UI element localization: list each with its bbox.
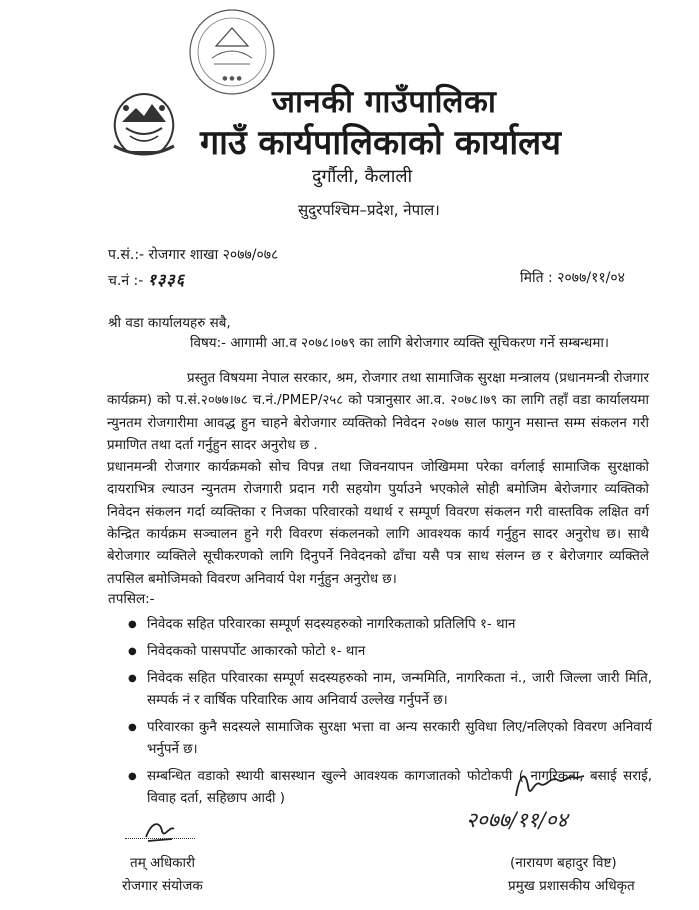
right-signature-scribble [510,766,590,810]
list-item: ● सम्बन्धित वडाको स्थायी बासस्थान खुल्ने आवश्यक कागजातको फोटोकपी ( नागरिकता, बसाई सराई, विवाह दर्ता, सहिछाप आदी ) [107,766,652,810]
cha-na-value: १३३६ [147,270,186,289]
office-seal-stamp [186,6,278,98]
svg-text:● ● ●: ● ● ● [222,75,242,82]
date-line [520,268,625,287]
recipient: श्री वडा कार्यालयहरु सबै, [108,315,231,331]
list-item: ● निवेदक सहित परिवारका सम्पूर्ण सदस्यहरुको नागरिकताको प्रतिलिपि १- थान [107,614,652,636]
date-label: मिति : [520,270,553,286]
pa-sa-value: रोजगार शाखा २०७७/०७८ [148,247,279,263]
left-signatory-role: तम् अधिकारी [130,855,196,871]
left-signatory-title: रोजगार संयोजक [122,878,203,894]
cha-na-label: च.नं :- [108,273,144,289]
right-signatory-name: (नारायण बहादुर विष्ट) [510,855,617,871]
subject-line: विषय:- आगामी आ.व २०७८।०७९ का लागि बेरोजगार व्यक्ति सूचिकरण गर्ने सम्बन्धमा। [190,335,610,351]
municipality-title: जानकी गाउँपालिका [272,84,497,120]
list-item: ● निवेदकको पासपर्पोट आकारको फोटो १- थान [107,641,652,663]
date-value: २०७७/११/०४ [557,270,625,286]
left-signature-mark [140,817,180,847]
handwritten-date: २०७७/११/०४ [466,808,568,832]
list-item: ● निवेदक सहित परिवारका सम्पूर्ण सदस्यहरुको नाम, जन्ममिति, नागरिकता नं., जारी जिल्ला जारी मिति, सम्पर्क नं र वार्षिक परिवारिक आय अनिवार्य उल्लेख गर्नुपर्ने छ। [107,668,652,712]
tapsil-label: तपसिल:- [108,591,155,607]
pa-sa-label: प.सं.:- [108,247,145,263]
body-paragraph-2: प्रधानमन्त्री रोजगार कार्यक्रमको सोच विपन्न तथा जिवनयापन जोखिममा परेका वर्गलाई सामाजिक सुरक्षाको दायराभित्र ल्याउन न्युनतम रोजगारी प्रदान गरी सहयोग पुर्याउने भएकोले सोही बमोजिम बेरोजगार व्यक्तिको निवेदन संकलन गर्दा व्यक्तिका र निजका परिवारको यथार्थ र सम्पूर्ण विवरण संकलन गरी वास्तविक लक्षित वर्ग केन्द्रित कार्यक्रम सञ्चालन हुने गरी विवरण संकलनको लागि आवश्यक कार्य गर्नुहुन सादर अनुरोध छ। साथै बेरोजगार व्यक्तिले सूचीकरणको लागि दिनुपर्ने निवेदनको ढाँचा यसै पत्र साथ संलग्न छ र बेरोजगार व्यक्तिले तपसिल बमोजिमको विवरण अनिवार्य पेश गर्नुहुन अनुरोध छ। [107,460,649,587]
right-signatory-title: प्रमुख प्रशासकीय अधिकृत [508,878,635,894]
letter-body [107,368,649,591]
nepal-emblem-logo [104,88,184,162]
body-paragraph-1: प्रस्तुत विषयमा नेपाल सरकार, श्रम, रोजगार तथा सामाजिक सुरक्षा मन्त्रालय (प्रधानमन्त्री रोजगार कार्यक्रम) को प.सं.२०७७।७८ च.नं./PMEP/२५८ को पत्रानुसार आ.व. २०७८।७९ का लागि तहाँ वडा कार्यालयमा न्युनतम रोजगारीमा आवद्ध हुन चाहने बेरोजगार व्यक्तिको निवेदन २०७७ साल फागुन मसान्त सम्म संकलन गरी प्रमाणित तथा दर्ता गर्नुहुन सादर अनुरोध छ . [107,371,649,453]
office-location: दुर्गौली, कैलाली [312,166,413,187]
list-item: ● परिवारका कुनै सदस्यले सामाजिक सुरक्षा भत्ता वा अन्य सरकारी सुविधा लिए/नलिएको विवरण अनिवार्य भर्नुपर्ने छ। [107,717,652,761]
pa-sa-line [108,245,278,264]
office-title: गाउँ कार्यपालिकाको कार्यालय [200,123,561,163]
province-line: सुदुरपश्चिम–प्रदेश, नेपाल। [298,201,440,219]
left-signature-line [125,838,195,839]
cha-na-line [108,268,185,290]
